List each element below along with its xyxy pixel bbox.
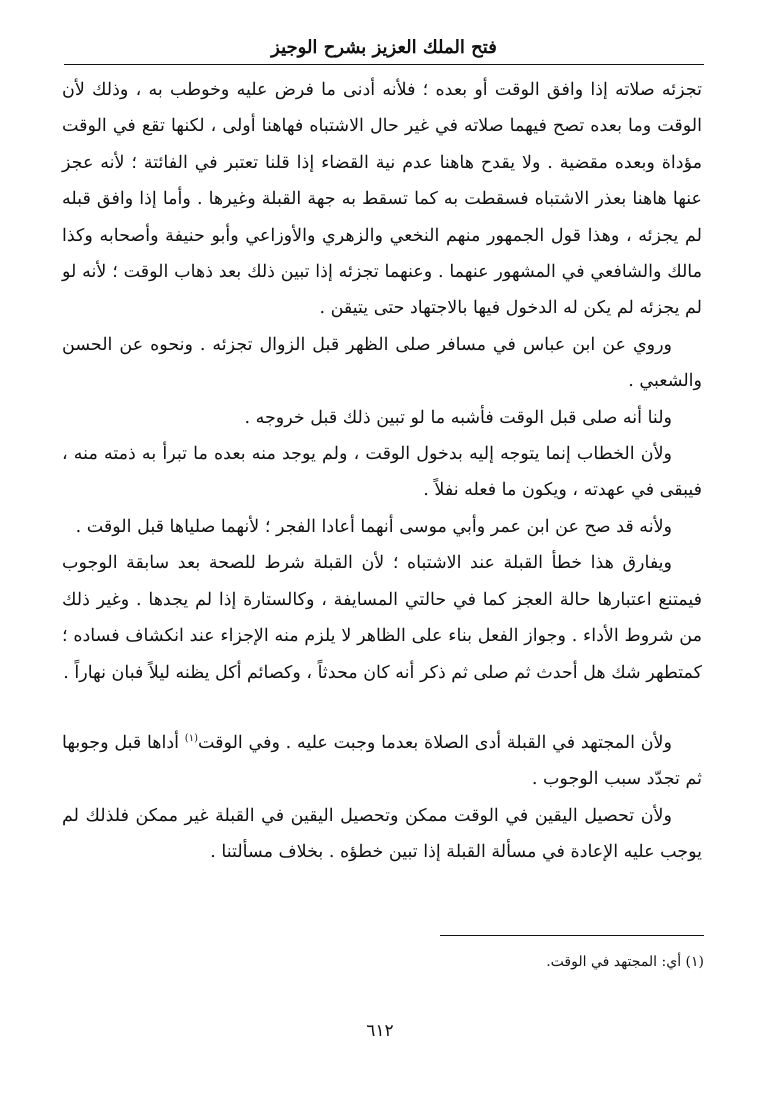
paragraph: ويفارق هذا خطأ القبلة عند الاشتباه ؛ لأن القبلة شرط للصحة بعد سابقة الوجوب فيمتنع اعتبارها حالة العجز كما في حالتي المسايفة ، وكالستارة إذا لم يجدها . وغير ذلك من شروط الأداء . وجواز الفعل بناء على الظاهر لا يلزم منه الإجزاء عند انكشاف فساده ؛ كمتطهر شك هل أحدث ثم صلى ثم ذكر أنه كان محدثاً ، وكصائم أكل يظنه ليلاً فبان نهاراً . bbox=[62, 553, 702, 683]
paragraph-text: أداها قبل وجوبها ثم تجدّد سبب الوجوب . bbox=[62, 732, 702, 790]
paragraph bbox=[62, 725, 702, 798]
paragraph-text: ولأن المجتهد في القبلة أدى الصلاة بعدما وجبت عليه . وفي الوقت bbox=[197, 732, 672, 753]
paragraph: ولأنه قد صح عن ابن عمر وأبي موسى أنهما أعادا الفجر ؛ لأنهما صلياها قبل الوقت . bbox=[75, 516, 672, 537]
paragraph: ولنا أنه صلى قبل الوقت فأشبه ما لو تبين ذلك قبل خروجه . bbox=[244, 407, 672, 428]
header-divider bbox=[64, 64, 704, 65]
main-text bbox=[62, 72, 702, 871]
footnote-marker[interactable]: (١) bbox=[184, 733, 198, 745]
running-header: فتح الملك العزيز بشرح الوجيز bbox=[271, 37, 497, 58]
paragraph: وروي عن ابن عباس في مسافر صلى الظهر قبل الزوال تجزئه . ونحوه عن الحسن والشعبي . bbox=[62, 334, 702, 392]
paragraph: تجزئه صلاته إذا وافق الوقت أو بعده ؛ فلأنه أدنى ما فرض عليه وخوطب به ، وذلك لأن الوقت وما بعده تصح فيهما صلاته في غير حال الاشتباه فهاهنا أولى ، لكنها تقع في الوقت مؤداة وبعده مقضية . ولا يقدح هاهنا عدم نية القضاء إذا قلنا تعتبر في الفائتة ؛ لأنه عجز عنها هاهنا بعذر الاشتباه فسقطت به كما تسقط به جهة القبلة وغيرها . وأما إذا وافق قبله لم يجزئه ، وهذا قول الجمهور منهم النخعي والزهري والأوزاعي وأبو حنيفة وأصحابه وكذا مالك والشافعي في المشهور عنهما . وعنهما تجزئه إذا تبين ذلك بعد ذهاب الوقت ؛ لأنه لو لم يجزئه لم يكن له الدخول فيها بالاجتهاد حتى يتيقن . bbox=[62, 80, 702, 319]
paragraph: ولأن تحصيل اليقين في الوقت ممكن وتحصيل اليقين في القبلة غير ممكن فلذلك لم يوجب عليه الإعادة في مسألة القبلة إذا تبين خطؤه . بخلاف مسألتنا . bbox=[62, 805, 702, 863]
paragraph: ولأن الخطاب إنما يتوجه إليه بدخول الوقت ، ولم يوجد منه بعده ما تبرأ به ذمته منه ، فيبقى في عهدته ، ويكون ما فعله نفلاً . bbox=[62, 444, 702, 501]
page-number: ٦١٢ bbox=[366, 1021, 394, 1041]
footnote: (١) أي: المجتهد في الوقت. bbox=[546, 954, 704, 970]
footnote-divider bbox=[440, 935, 704, 936]
paragraph-spacer bbox=[62, 691, 702, 725]
